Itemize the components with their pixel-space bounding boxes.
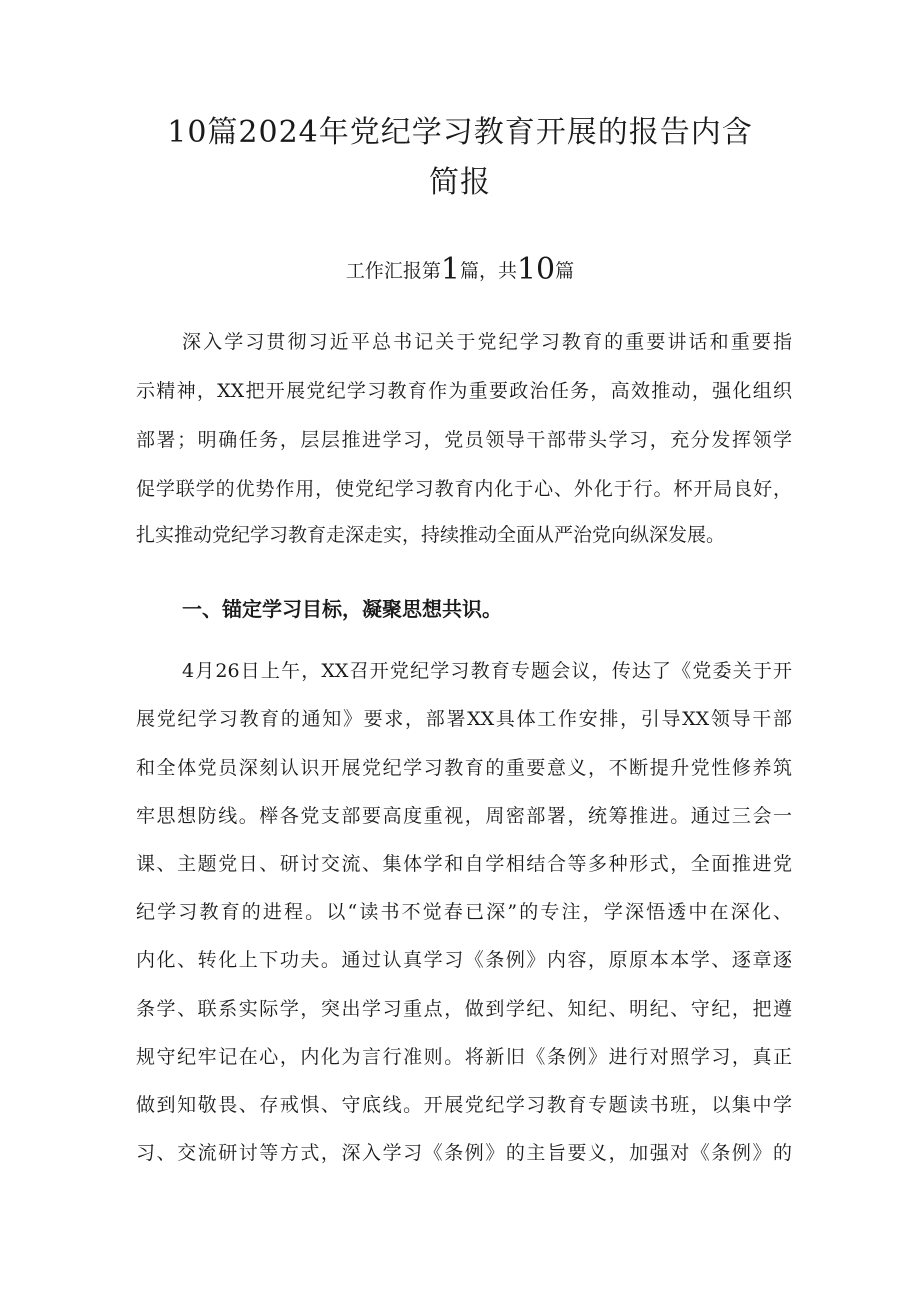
paragraph-1-line-2: 示精神，XX把开展党纪学习教育作为重要政治任务，高效推动，强化组织 bbox=[136, 380, 792, 402]
paragraph-2-line-4: 牢思想防线。榉各党支部要高度重视，周密部署，统筹推进。通过三会一 bbox=[136, 805, 792, 827]
subtitle-prefix: 工作汇报第 bbox=[345, 260, 441, 282]
paragraph-2-line-6: 纪学习教育的进程。以“读书不觉春已深”的专注，学深悟透中在深化、 bbox=[136, 901, 792, 923]
paragraph-2-line-11: 习、交流研讨等方式，深入学习《条例》的主旨要义，加强对《条例》的 bbox=[136, 1142, 792, 1164]
paragraph-2-line-7: 内化、转化上下功夫。通过认真学习《条例》内容，原原本本学、逐章逐 bbox=[136, 949, 792, 971]
paragraph-2-line-1: 4月26日上午，XX召开党纪学习教育专题会议，传达了《党委关于开 bbox=[182, 660, 792, 682]
paragraph-2-line-10: 做到知敬畏、存戒惧、守底线。开展党纪学习教育专题读书班，以集中学 bbox=[136, 1094, 792, 1116]
subtitle-total-number: 10 bbox=[516, 252, 556, 287]
paragraph-2-line-5: 课、主题党日、研讨交流、集体学和自学相结合等多种形式，全面推进党 bbox=[136, 853, 792, 875]
paragraph-2-line-3: 和全体党员深刻认识开展党纪学习教育的重要意义，不断提升党性修养筑 bbox=[136, 757, 792, 779]
paragraph-2-line-9: 规守纪牢记在心，内化为言行准则。将新旧《条例》进行对照学习，真正 bbox=[136, 1046, 792, 1068]
paragraph-1-line-4: 促学联学的优势作用，使党纪学习教育内化于心、外化于行。杯开局良好， bbox=[136, 478, 792, 500]
document-subtitle bbox=[110, 250, 810, 291]
subtitle-middle: 篇，共 bbox=[459, 260, 517, 282]
paragraph-1-line-5: 扎实推动党纪学习教育走深走实，持续推动全面从严治党向纵深发展。 bbox=[136, 524, 726, 546]
subtitle-suffix: 篇 bbox=[555, 260, 575, 282]
paragraph-2-line-2: 展党纪学习教育的通知》要求，部署XX具体工作安排，引导XX领导干部 bbox=[136, 708, 792, 730]
paragraph-1-line-1: 深入学习贯彻习近平总书记关于党纪学习教育的重要讲话和重要指 bbox=[182, 331, 792, 353]
paragraph-2-line-8: 条学、联系实际学，突出学习重点，做到学纪、知纪、明纪、守纪，把遵 bbox=[136, 998, 792, 1020]
document-title-line-1: 10篇2024年党纪学习教育开展的报告内含 bbox=[167, 115, 753, 150]
section-heading-1: 一、锚定学习目标，凝聚思想共识。 bbox=[182, 597, 502, 621]
subtitle-current-number: 1 bbox=[440, 252, 460, 287]
document-title-line-2: 简报 bbox=[429, 165, 491, 200]
paragraph-1-line-3: 部署；明确任务，层层推进学习，党员领导干部带头学习，充分发挥领学 bbox=[136, 429, 792, 451]
